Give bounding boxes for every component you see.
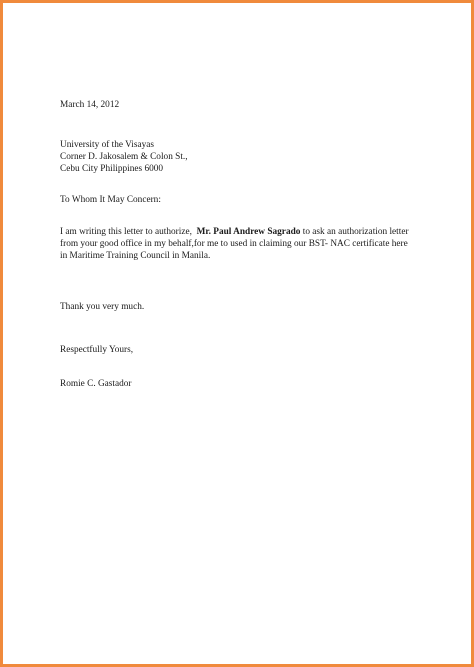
body-line-1 (60, 227, 409, 239)
signer-name: Romie C. Gastador (60, 379, 132, 389)
letter-date: March 14, 2012 (60, 100, 120, 110)
recipient-line-2: Corner D. Jakosalem & Colon St., (60, 152, 188, 162)
closing-line: Respectfully Yours, (60, 345, 134, 355)
salutation: To Whom It May Concern: (60, 195, 161, 205)
body-line-2: from your good office in my behalf,for me to used in claiming our BST- NAC certificate here (60, 239, 408, 249)
recipient-line-1: University of the Visayas (60, 140, 155, 150)
authorized-person-name: Mr. Paul Andrew Sagrado (196, 227, 301, 237)
body-line-1-text-post: to ask an authorization letter (300, 227, 409, 237)
thanks-line: Thank you very much. (60, 302, 145, 312)
body-line-1-text-pre: I am writing this letter to authorize, (60, 227, 197, 237)
body-line-3: in Maritime Training Council in Manila. (60, 251, 211, 261)
recipient-line-3: Cebu City Philippines 6000 (60, 164, 164, 174)
